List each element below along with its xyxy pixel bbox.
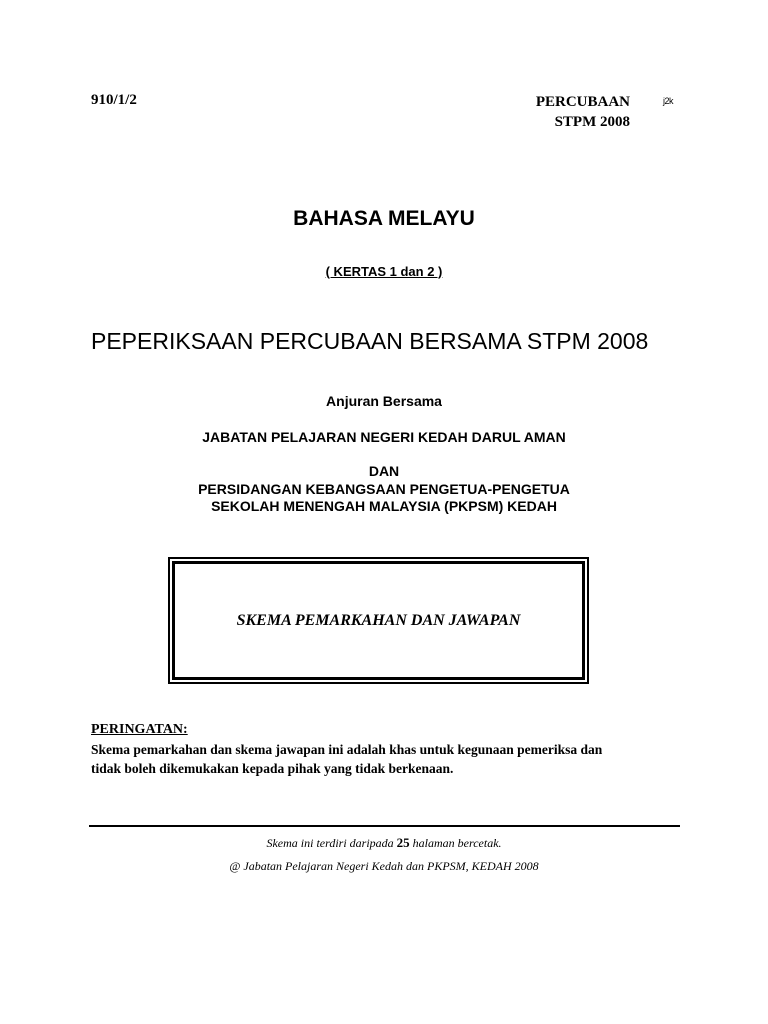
paper-code: 910/1/2: [91, 92, 137, 108]
organizers-heading: Anjuran Bersama: [326, 393, 442, 409]
page-count-suffix: halaman bercetak.: [409, 836, 502, 850]
paper-subtitle: ( KERTAS 1 dan 2 ): [325, 264, 443, 279]
organizer-connector: DAN: [368, 463, 400, 479]
exam-title: PEPERIKSAAN PERCUBAAN BERSAMA STPM 2008: [91, 328, 649, 354]
corner-mark: j2k: [663, 96, 674, 106]
warning-line1: Skema pemarkahan dan skema jawapan ini adalah khas untuk kegunaan pemeriksa dan: [91, 742, 603, 757]
horizontal-rule: [89, 825, 680, 827]
warning-text: [91, 740, 681, 778]
organizer-2-line1: PERSIDANGAN KEBANGSAAN PENGETUA-PENGETUA: [198, 481, 570, 497]
organizer-2: [0, 481, 768, 515]
warning-line2: tidak boleh dikemukakan kepada pihak yang tidak berkenaan.: [91, 761, 454, 776]
organizer-2-line2: SEKOLAH MENENGAH MALAYSIA (PKPSM) KEDAH: [211, 498, 557, 514]
exam-label: [470, 92, 630, 132]
page-count-note: [0, 835, 768, 851]
exam-label-line2: STPM 2008: [554, 114, 630, 130]
page-count: 25: [396, 835, 410, 850]
subject-title: BAHASA MELAYU: [293, 207, 475, 230]
title-box-inner: [172, 561, 585, 680]
title-box: [168, 557, 589, 684]
warning-heading: PERINGATAN:: [91, 722, 188, 737]
marking-scheme-title: SKEMA PEMARKAHAN DAN JAWAPAN: [236, 611, 521, 629]
exam-label-line1: PERCUBAAN: [535, 94, 630, 110]
organizer-1: JABATAN PELAJARAN NEGERI KEDAH DARUL AMAN: [202, 429, 566, 445]
copyright-note: @ Jabatan Pelajaran Negeri Kedah dan PKPSM, KEDAH 2008: [229, 859, 539, 873]
page-count-prefix: Skema ini terdiri daripada: [266, 836, 397, 850]
